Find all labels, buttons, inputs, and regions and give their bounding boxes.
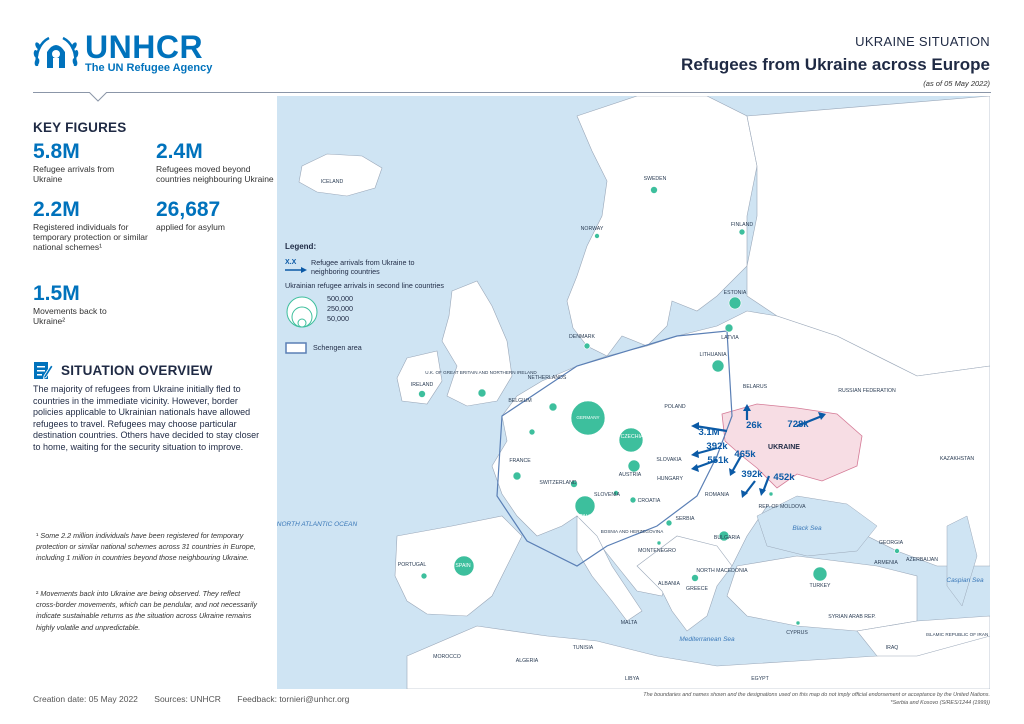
org-name: UNHCR [85,29,204,65]
iceland-shape [299,154,382,196]
label-atlantic: NORTH ATLANTIC OCEAN [277,521,358,528]
as-of-date: (as of 05 May 2022) [923,79,990,88]
figure-label: Refugees moved beyond countries neighbouring Ukraine [156,164,274,184]
figure-value: 5.8M [33,140,80,163]
label-austria: AUSTRIA [618,472,642,478]
label-iceland: ICELAND [320,179,344,185]
bubble-estonia[interactable] [729,297,741,309]
figure-moved-beyond [156,141,274,184]
bubble-austria[interactable] [628,460,640,472]
label-syria: SYRIAN ARAB REP. [828,614,876,620]
bubble-finland[interactable] [739,229,745,235]
legend-size-medium: 250,000 [327,303,353,313]
bubble-belgium[interactable] [529,429,535,435]
legend-schengen-text: Schengen area [313,342,362,352]
legend-arrivals-text: Refugee arrivals from Ukraine to neighboring countries [311,258,415,276]
label-russia: RUSSIAN FEDERATION [838,388,896,394]
arrow-right-icon [285,267,307,273]
key-figures-panel [33,120,274,361]
feedback-link[interactable]: Feedback: tornieri@unhcr.org [237,694,350,704]
label-egypt: EGYPT [751,676,769,682]
bubble-serbia[interactable] [666,520,672,526]
arrival-label-belarus: 26k [746,420,762,431]
bubble-netherlands[interactable] [549,403,557,411]
legend-schengen [285,342,445,354]
label-slovakia: SLOVAKIA [656,457,682,463]
label-uk: U.K. OF GREAT BRITAIN AND NORTHERN IRELAND [425,370,537,375]
figure-refugee-arrivals [33,141,151,184]
header-divider [33,92,991,93]
label-france: FRANCE [509,458,531,464]
legend-arrivals-sample: X.X [285,259,297,266]
label-turkey: TURKEY [809,583,831,589]
label-norway: NORWAY [580,226,604,232]
label-netherlands: NETHERLANDS [527,375,567,381]
arrival-label-hungary: 551k [707,455,729,466]
label-croatia: CROATIA [637,498,661,504]
label-sweden: SWEDEN [643,176,667,182]
label-poland: POLAND [664,404,686,410]
label-tunisia: TUNISIA [572,645,594,651]
figure-value: 2.4M [156,140,203,163]
disclaimer [643,692,990,707]
label-montenegro: MONTENEGRO [638,548,676,554]
label-moldova: REP. OF MOLDOVA [758,504,806,510]
bubble-cyprus[interactable] [796,621,800,625]
label-azerbaijan: AZERBAIJAN [906,557,938,563]
bubble-latvia[interactable] [725,324,733,332]
bubble-uk[interactable] [478,389,486,397]
header-notch [89,92,107,102]
overview-heading [33,360,213,380]
label-armenia: ARMENIA [874,560,898,566]
arrival-label-slovakia: 392k [706,441,728,452]
figure-label: Movements back to Ukraine² [33,306,107,326]
bubble-greece[interactable] [692,575,699,582]
bubble-portugal[interactable] [421,573,427,579]
label-iran: ISLAMIC REPUBLIC OF IRAN [925,632,989,637]
label-estonia: ESTONIA [723,290,747,296]
label-morocco: MOROCCO [433,654,461,660]
footnote-mark: ² [36,589,39,598]
figure-value: 26,687 [156,198,221,221]
label-kazakhstan: KAZAKHSTAN [939,456,975,462]
figure-asylum [156,199,274,232]
label-greece: GREECE [686,586,708,592]
bubble-czechia[interactable] [619,428,643,452]
bubble-ireland[interactable] [419,391,426,398]
bubble-montenegro[interactable] [657,541,661,545]
figure-label: Registered individuals for temporary protection or similar national schemes¹ [33,222,148,252]
unhcr-logo [33,29,213,74]
footnote-mark: ¹ [36,531,39,540]
overview-text: The majority of refugees from Ukraine initially fled to countries in the immediate vicinity. However, border policies applicable to Ukrainian nationals have allowed refugees to travel. Refugees may choose particular destination countries. Others have decided to stay closer to home, waiting for the security situation to improve. [33,384,260,452]
bubble-size-icon [285,294,325,328]
disclaimer-text: The boundaries and names shown and the designations used on this map do not imply official endorsement or acceptance by the United Nations. [643,692,990,698]
page-title: Refugees from Ukraine across Europe [681,55,990,74]
label-spain: SPAIN [455,563,471,569]
bubble-italy[interactable] [575,496,595,516]
footnote-1 [36,530,260,564]
bubble-moldova-area[interactable] [769,492,773,496]
header-titles [681,34,990,88]
bubble-sweden[interactable] [651,187,658,194]
label-belarus: BELARUS [742,384,768,390]
bubble-norway[interactable] [595,234,600,239]
label-bulgaria: BULGARIA [713,535,741,541]
footnote-text: Some 2.2 million individuals have been registered for temporary protection or similar national schemes across 31 countries in Europe, including 1 million in countries beyond those neighbouring Ukraine. [36,531,256,563]
figure-value: 2.2M [33,198,80,221]
legend-title: Legend: [285,242,317,251]
edit-document-icon [33,360,53,380]
legend-size-small: 50,000 [327,313,349,323]
label-mediterranean: Mediterranean Sea [679,636,735,643]
label-italy: ITALY [578,514,592,520]
bubble-turkey[interactable] [813,567,827,581]
arrival-label-romania: 465k [734,449,756,460]
label-cyprus: CYPRUS [786,630,808,636]
label-switzerland: SWITZERLAND [539,480,577,486]
label-romania: ROMANIA [704,492,730,498]
figure-movements-back [33,283,151,326]
label-denmark: DENMARK [569,334,595,340]
bubble-croatia[interactable] [630,497,636,503]
label-caspian-sea: Caspian Sea [946,577,984,584]
legend-arrivals [285,259,445,276]
label-portugal: PORTUGAL [397,562,427,568]
bubble-georgia[interactable] [895,549,900,554]
label-serbia: SERBIA [675,516,695,522]
europe-map[interactable] [277,96,990,689]
label-finland: FINLAND [730,222,754,228]
unhcr-emblem-icon [33,32,79,74]
map-legend [285,242,445,360]
figure-label: applied for asylum [156,222,225,232]
footnote-text: Movements back into Ukraine are being observed. They reflect cross-border movements, which can be pendular, and not necessarily indicate sustainable returns as the situation across Ukraine remains highly volatile and unpredictable. [36,589,257,632]
label-ireland: IRELAND [410,382,434,388]
bubble-denmark[interactable] [584,343,590,349]
label-bosnia: BOSNIA AND HERZEGOVINA [600,529,664,534]
uk-shape [442,281,512,406]
label-libya: LIBYA [624,676,640,682]
bubble-france[interactable] [513,472,521,480]
label-ukraine: UKRAINE [768,444,800,451]
label-georgia: GEORGIA [878,540,904,546]
label-hungary: HUNGARY [657,476,683,482]
disclaimer-kosovo: *Serbia and Kosovo (S/RES/1244 (1999)) [890,699,990,706]
label-black-sea: Black Sea [792,525,822,532]
arrival-label-poland: 3.1M [698,427,720,438]
arrival-label-moldova-2: 452k [773,472,795,483]
key-figures-title: KEY FIGURES [33,120,127,135]
label-iraq: IRAQ [885,645,899,651]
arrival-label-russia: 728k [787,419,809,430]
label-germany: GERMANY [576,415,600,420]
label-czechia: CZECHIA [620,434,644,440]
overview-title: SITUATION OVERVIEW [61,362,213,378]
label-lithuania: LITHUANIA [699,352,727,358]
legend-second-line-text: Ukrainian refugee arrivals in second line countries [285,281,445,290]
situation-label: UKRAINE SITUATION [855,34,990,49]
label-algeria: ALGERIA [515,658,539,664]
map-canvas[interactable] [277,96,990,689]
legend-sizes [285,294,445,328]
org-subtitle: The UN Refugee Agency [85,62,213,74]
schengen-swatch-icon [285,342,307,354]
figure-registered [33,199,151,252]
creation-date: Creation date: 05 May 2022 [33,694,138,704]
footer [33,694,363,704]
sources: Sources: UNHCR [154,694,221,704]
arrival-label-moldova: 392k [741,469,763,480]
bubble-lithuania[interactable] [712,360,724,372]
label-malta: MALTA [620,620,638,626]
label-latvia: LATVIA [721,335,739,341]
legend-size-large: 500,000 [327,293,353,303]
label-slovenia: SLOVENIA [594,492,620,498]
figure-label: Refugee arrivals from Ukraine [33,164,115,184]
label-north-macedonia: NORTH MACEDONIA [696,568,748,574]
label-albania: ALBANIA [658,581,680,587]
figure-value: 1.5M [33,282,80,305]
footnote-2 [36,588,260,633]
label-belgium: BELGIUM [508,398,532,404]
